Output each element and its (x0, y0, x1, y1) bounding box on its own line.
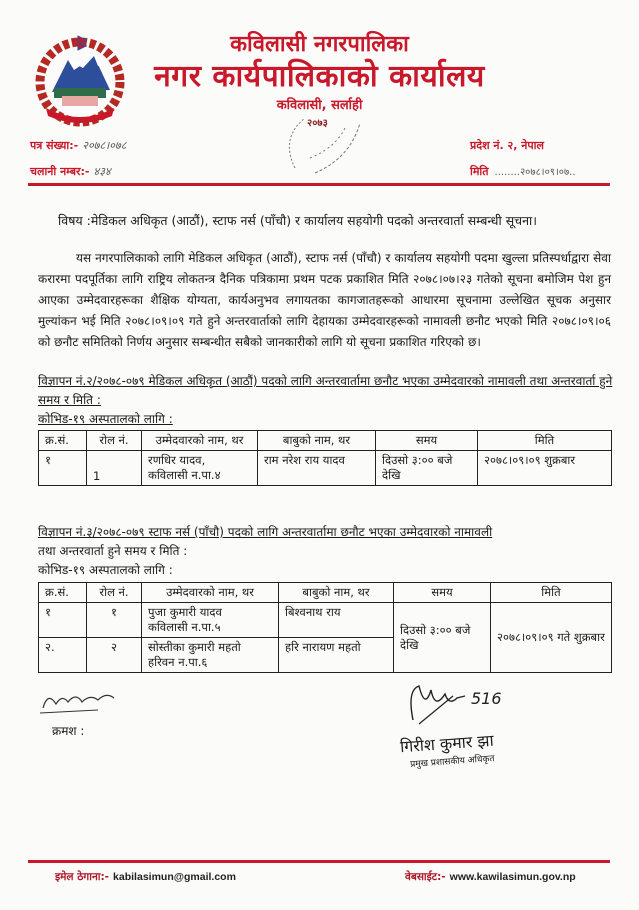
cell-date: २०७८।०९।०९ शुक्रबार (478, 451, 612, 486)
section1-subtitle: कोभिड-१९ अस्पतालको लागि : (38, 412, 173, 426)
table-header-row (39, 431, 612, 451)
candidate-address: कविलासी न.पा.५ (148, 620, 221, 634)
col-header-sn: क्र.सं. (39, 583, 87, 603)
table-header-row (39, 583, 612, 603)
footer-divider (28, 860, 610, 863)
office-location: कविलासी, सर्लाही (276, 98, 363, 113)
candidate-address: कविलासी न.पा.४ (148, 468, 221, 482)
cell-name (142, 451, 258, 486)
col-header-father: बाबुको नाम, थर (258, 431, 376, 451)
section2-title-cont: तथा अन्तरवार्ता हुने समय र मिति : (38, 544, 188, 558)
signer-name: गिरीश कुमार झा (399, 730, 495, 757)
col-header-time: समय (376, 431, 478, 451)
cell-roll: २ (87, 638, 142, 673)
cell-name (142, 638, 279, 673)
email-link[interactable]: kabilasimun@gmail.com (113, 871, 236, 883)
section1-heading (38, 372, 613, 429)
cell-date-shared: २०७८।०९।०९ गते शुक्रबार (491, 603, 612, 673)
patra-sankhya-label: पत्र संख्या:- (30, 139, 79, 152)
patra-sankhya-value: २०७८।०७८ (82, 139, 127, 152)
signer-title: प्रमुख प्रशासकीय अधिकृत (409, 754, 495, 770)
kramash-continued: क्रमश : (52, 724, 85, 738)
letter-meta-right (470, 133, 576, 186)
col-header-time: समय (394, 583, 491, 603)
candidate-name: सोस्तीका कुमारी महतो (148, 640, 241, 654)
website-label: वेबसाईट:- (405, 871, 446, 883)
office-stamp (275, 108, 370, 178)
header-divider (28, 183, 610, 186)
section1-title: विज्ञापन नं.२/२०७८-०७९ मेडिकल अधिकृत (आठौं) पदको लागि अन्तरवार्तामा छनौट भएका उम्मेदवारको नामावली तथा अन्तरवार्ता हुने समय र मिति : (38, 374, 613, 407)
candidate-name: पुजा कुमारी यादव (148, 605, 222, 619)
cell-sn: २. (39, 638, 87, 673)
section2-heading (38, 523, 613, 580)
col-header-name: उम्मेदवारको नाम, थर (142, 583, 279, 603)
cell-name (142, 603, 279, 638)
date-label: मिति (470, 165, 489, 178)
chalani-number (30, 159, 126, 185)
cell-time-shared: दिउसो ३:०० बजे देखि (394, 603, 491, 673)
email-label: इमेल ठेगाना:- (55, 871, 110, 883)
col-header-roll: रोल नं. (87, 431, 142, 451)
col-header-father: बाबुको नाम, थर (279, 583, 394, 603)
website-link[interactable]: www.kawilasimun.gov.np (449, 871, 576, 883)
cell-sn: १ (39, 451, 87, 486)
office-name: नगर कार्यपालिकाको कार्यालय (154, 59, 485, 94)
initials-signature (38, 686, 138, 716)
cell-father: बिश्वनाथ राय (279, 603, 394, 638)
chalani-value: ४३४ (93, 165, 111, 178)
section2-subtitle: कोभिड-१९ अस्पतालको लागि : (38, 563, 173, 577)
section1-table (38, 430, 612, 486)
date-value: ........२०७८।०९।०७.. (494, 167, 576, 178)
col-header-date: मिति (478, 431, 612, 451)
subject-line: विषय :मेडिकल अधिकृत (आठौं), स्टाफ नर्स (पाँचौ) र कार्यालय सहयोगी पदको अन्तरवार्ता सम्बन्धी सूचना। (58, 213, 538, 228)
section2-table (38, 582, 612, 673)
cell-time: दिउसो ३:०० बजे देखि (376, 451, 478, 486)
cell-roll: 1 (87, 451, 142, 486)
cell-father: राम नरेश राय यादव (258, 451, 376, 486)
candidate-name: रणधिर यादव, (148, 453, 206, 467)
footer-email (55, 870, 236, 884)
province-label: प्रदेश नं. २, नेपाल (470, 139, 544, 152)
officer-signature (405, 680, 515, 725)
col-header-date: मिति (491, 583, 612, 603)
chalani-label: चलानी नम्बर:- (30, 165, 90, 178)
cell-sn: १ (39, 603, 87, 638)
signature-number: 516 (471, 689, 502, 708)
candidate-address: हरिवन न.पा.६ (148, 655, 208, 669)
stamp-year: २०७३ (307, 118, 328, 129)
col-header-roll: रोल नं. (87, 583, 142, 603)
cell-father: हरि नारायण महतो (279, 638, 394, 673)
letter-meta-left (30, 133, 126, 185)
notice-paragraph-text: यस नगरपालिकाको लागि मेडिकल अधिकृत (आठौं), स्टाफ नर्स (पाँचौ) र कार्यालय सहयोगी पदमा खुल्ला प्रतिस्पर्धाद्वारा सेवा करारमा पदपूर्तिका लागि राष्ट्रिय लोकतन्त्र दैनिक पत्रिकामा प्रथम पटक प्रकाशित मिति २०७८।०७।२३ गतेको सूचना बमोजिम पेश हुन आएका उम्मेदवारहरूका शैक्षिक योग्यता, कार्यअनुभव लगायतका कागजातहरूको आधारमा सूचनामा उल्लेखित सूचक अनुसार मुल्यांकन भई मिति २०७८।०९।०९ गते हुने अन्तरवार्ताको लागि देहायका उम्मेदवारहरूको नामावली छनौट भएको मिति २०७८।०९।०६ को छनौट समितिको निर्णय अनुसार सम्बन्धीत सबैको जानकारीको लागि यो सूचना प्रकाशित गरिएको छ। (38, 251, 611, 349)
patra-sankhya (30, 133, 126, 159)
col-header-name: उम्मेदवारको नाम, थर (142, 431, 258, 451)
footer-website (405, 870, 576, 884)
notice-paragraph (38, 248, 611, 353)
cell-roll: १ (87, 603, 142, 638)
table-row (39, 451, 612, 486)
org-name: कविलासी नगरपालिका (230, 32, 409, 57)
section2-title: विज्ञापन नं.३/२०७८-०७९ स्टाफ नर्स (पाँचौ) पदको लागि अन्तरवार्तामा छनौट भएका उम्मेदवारको नामावली (38, 525, 493, 539)
table-row (39, 603, 612, 638)
col-header-sn: क्र.सं. (39, 431, 87, 451)
